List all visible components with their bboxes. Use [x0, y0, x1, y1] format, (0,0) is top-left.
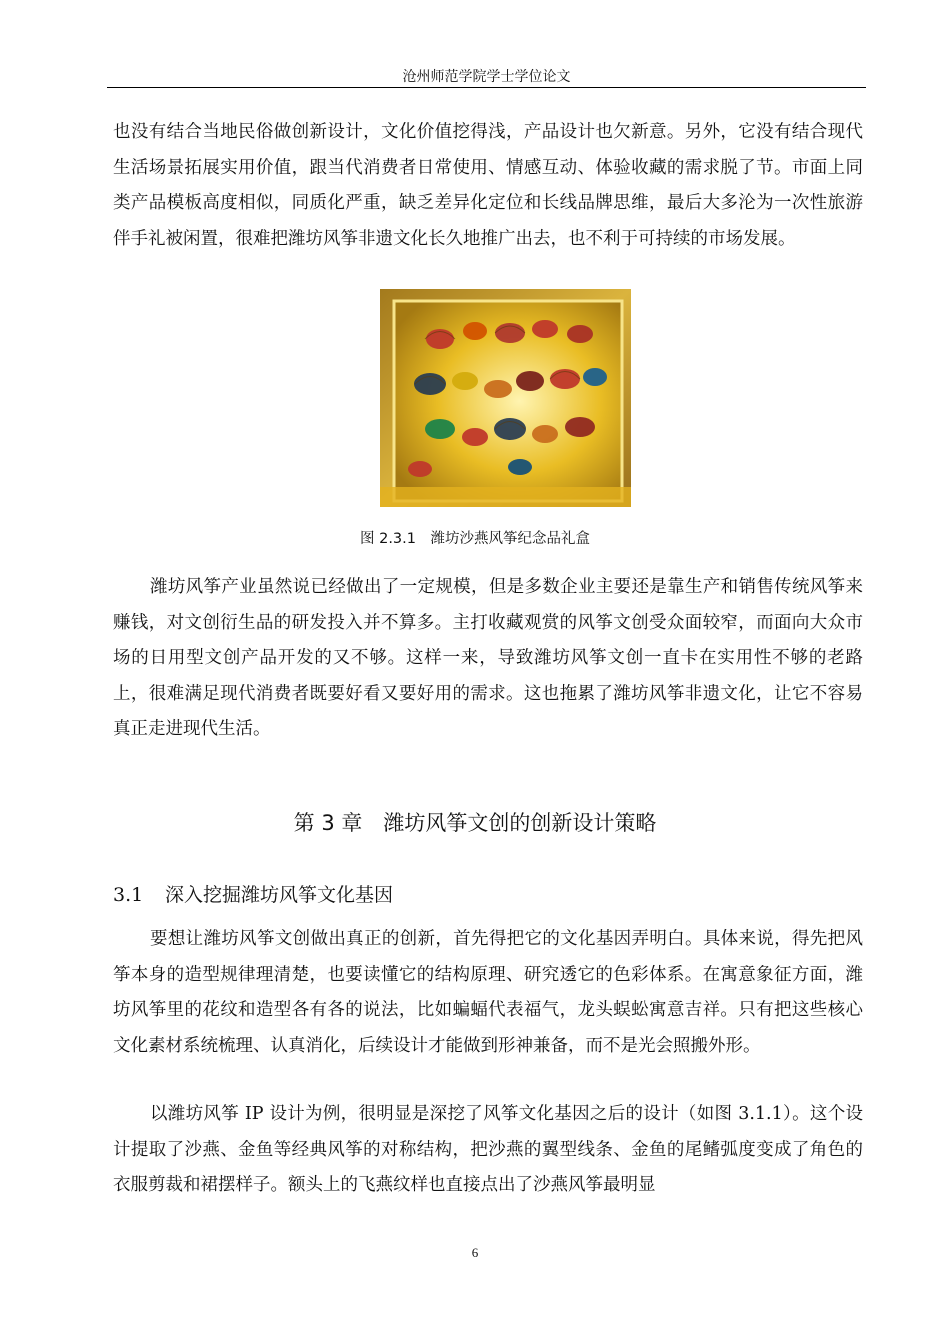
paragraph-continuation: 也没有结合当地民俗做创新设计，文化价值挖得浅，产品设计也欠新意。另外，它没有结合现代生活场景拓展实用价值，跟当代消费者日常使用、情感互动、体验收藏的需求脱了节。市面上同类产品模板高度相似，同质化严重，缺乏差异化定位和长线品牌思维，最后大多沦为一次性旅游伴手礼被闲置，很难把潍坊风筝非遗文化长久地推广出去，也不利于可持续的市场发展。 — [113, 122, 863, 249]
page-number: 6 — [471, 1245, 479, 1260]
section-heading — [113, 880, 393, 907]
chapter-heading: 第 3 章 潍坊风筝文创的创新设计策略 — [293, 811, 657, 835]
figure-caption: 图 2.3.1 潍坊沙燕风筝纪念品礼盒 — [359, 531, 590, 547]
kite-gift-box-image — [380, 289, 631, 507]
paragraph-ip-design: 以潍坊风筝 IP 设计为例，很明显是深挖了风筝文化基因之后的设计（如图 3.1.1）。这个设计提取了沙燕、金鱼等经典风筝的对称结构，把沙燕的翼型线条、金鱼的尾鳍弧度变成了角色的衣服剪裁和裙摆样子。额头上的飞燕纹样也直接点出了沙燕风筝最明显 — [113, 1104, 863, 1195]
section-title: 深入挖掘潍坊风筝文化基因 — [165, 884, 394, 906]
paragraph-culture-gene: 要想让潍坊风筝文创做出真正的创新，首先得把它的文化基因弄明白。具体来说，得先把风筝本身的造型规律理清楚，也要读懂它的结构原理、研究透它的色彩体系。在寓意象征方面，潍坊风筝里的花纹和造型各有各的说法，比如蝙蝠代表福气，龙头蜈蚣寓意吉祥。只有把这些核心文化素材系统梳理、认真消化，后续设计才能做到形神兼备，而不是光会照搬外形。 — [113, 929, 863, 1056]
paragraph-industry: 潍坊风筝产业虽然说已经做出了一定规模，但是多数企业主要还是靠生产和销售传统风筝来赚钱，对文创衍生品的研发投入并不算多。主打收藏观赏的风筝文创受众面较窄，而面向大众市场的日用型文创产品开发的又不够。这样一来，导致潍坊风筝文创一直卡在实用性不够的老路上，很难满足现代消费者既要好看又要好用的需求。这也拖累了潍坊风筝非遗文化，让它不容易真正走进现代生活。 — [113, 577, 863, 739]
section-number: 3.1 — [113, 884, 144, 906]
kite-gift-box-illustration — [380, 289, 631, 507]
header-rule — [107, 87, 866, 88]
running-header: 沧州师范学院学士学位论文 — [402, 69, 571, 85]
